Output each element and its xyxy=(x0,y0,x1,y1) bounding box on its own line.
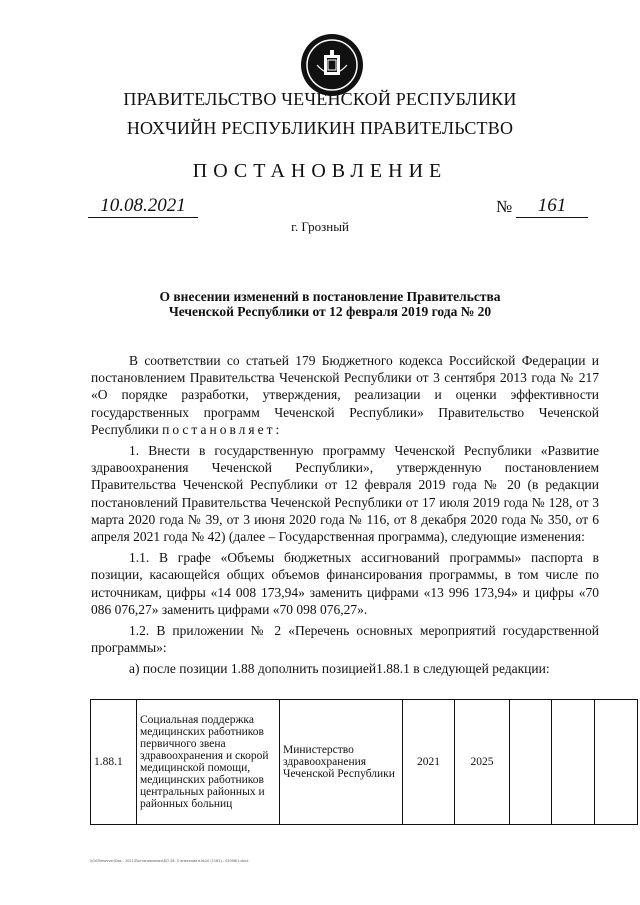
paragraph-1: 1. Внести в государственную программу Чеченской Республики «Развитие здравоохранения Чеченской Республики», утвержденную постановлением Правительства Чеченской Республики от 12 февраля 2019 года № 20 (в редакции постановлений Правительства Чеченской Республики от 17 июля 2019 года № 128, от 3 марта 2020 года № 39, от 3 июня 2020 года № 116, от 8 декабря 2020 года № 350, от 6 апреля 2021 года № 42) (далее – Государственная программа), следующие изменения: xyxy=(91,443,599,545)
government-name-russian: ПРАВИТЕЛЬСТВО ЧЕЧЕНСКОЙ РЕСПУБЛИКИ xyxy=(123,89,517,109)
government-name-chechen: НОХЧИЙН РЕСПУБЛИКИН ПРАВИТЕЛЬСТВО xyxy=(126,118,514,138)
paragraph-a: а) после позиции 1.88 дополнить позицией1.88.1 в следующей редакции: xyxy=(129,661,550,677)
footer-file-path: \\Gr\Fileserver\Dок - 2021\Постановления\8\7-28. О внесении в №20 (1161)-- 02098\1.docx xyxy=(90,859,249,863)
table-row xyxy=(91,700,638,825)
paragraph-1-1: 1.1. В графе «Объемы бюджетных ассигнований программы» паспорта в позиции, касающейся общих объемов финансирования программы, в том числе по источникам, цифры «14 008 173,94» заменить цифрами «13 996 173,94» и цифры «70 086 076,27» заменить цифрами «70 098 076,27». xyxy=(91,550,599,617)
document-subject xyxy=(120,289,540,319)
cell-start-year: 2021 xyxy=(403,700,455,825)
preamble-verb: постановляет: xyxy=(162,421,283,437)
paragraph-1-2: 1.2. В приложении № 2 «Перечень основных мероприятий государственной программы»: xyxy=(91,623,599,656)
measures-table xyxy=(90,699,638,825)
cell-col7 xyxy=(552,700,595,825)
document-city: г. Грозный xyxy=(291,219,349,234)
document-body xyxy=(91,352,599,682)
document-number-label: № xyxy=(496,197,513,216)
document-number: 161 xyxy=(516,195,588,218)
subject-line-2: Чеченской Республики от 12 февраля 2019 года № 20 xyxy=(168,304,492,319)
cell-end-year: 2025 xyxy=(455,700,510,825)
subject-line-1: О внесении изменений в постановление Правительства xyxy=(159,289,501,304)
cell-number: 1.88.1 xyxy=(91,700,137,825)
document-date: 10.08.2021 xyxy=(88,195,198,218)
cell-measure: Социальная поддержка медицинских работников первичного звена здравоохранения и скорой медицинской помощи, медицинских работников центральных районных и районных больниц xyxy=(137,700,280,825)
preamble-paragraph xyxy=(91,352,599,438)
cell-col6 xyxy=(510,700,552,825)
document-type-title: ПОСТАНОВЛЕНИЕ xyxy=(192,160,448,182)
cell-executor: Министерство здравоохранения Чеченской Республики xyxy=(280,700,403,825)
cell-col8 xyxy=(595,700,638,825)
preamble-text: В соответствии со статьей 179 Бюджетного кодекса Российской Федерации и постановлением Правительства Чеченской Республики от 3 сентября 2013 года № 217 «О порядке разработки, утверждения, реализации и оценки эффективности государственных программ Чеченской Республики» Правительство Чеченской Республики xyxy=(91,353,599,437)
